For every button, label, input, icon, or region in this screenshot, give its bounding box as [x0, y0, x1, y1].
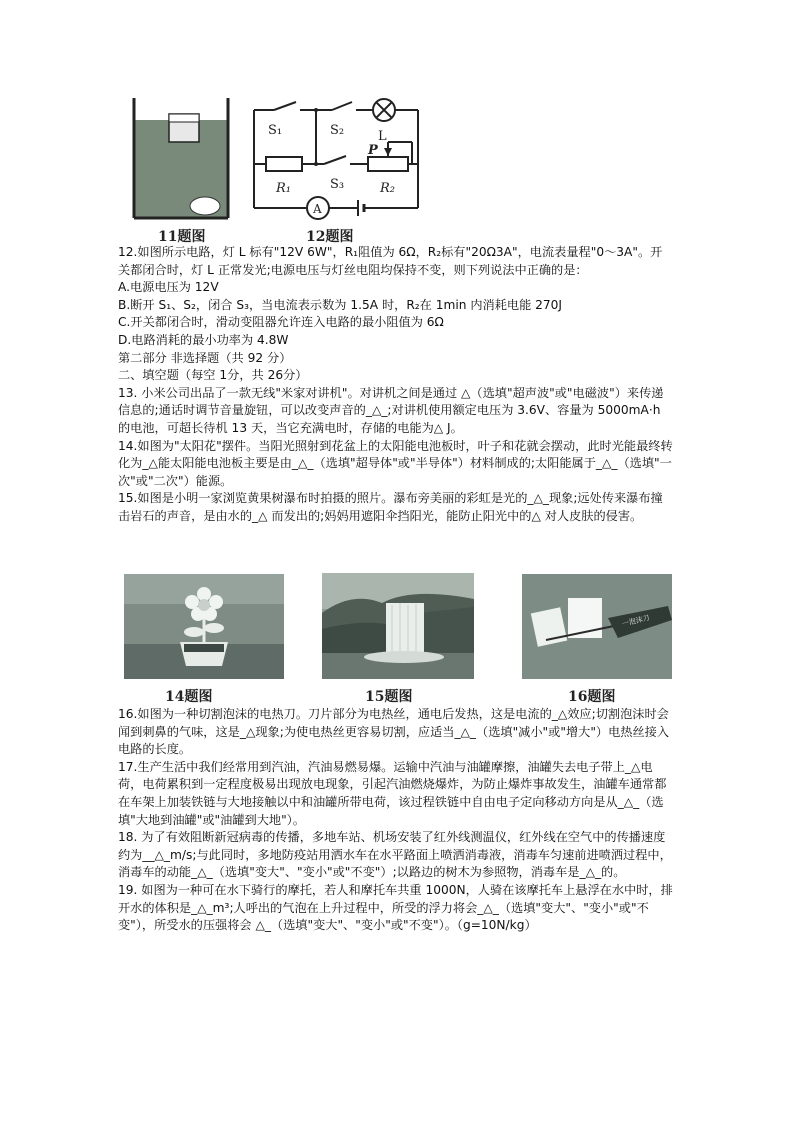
label-s3: S₃ — [330, 177, 345, 192]
label-lamp: L — [378, 129, 387, 144]
q19-text: 19. 如图为一种可在水下骑行的摩托，若人和摩托车共重 1000N，人骑在该摩托车上悬浮在水中时，排开水的体积是_△_m³;人呼出的气泡在上升过程中，所受的浮力将会_△_（选填"变大"、"变小"或"不变"），所受水的压强将会 △_（选填"变大"、"变小"或"不变"）。（g=10N/kg） — [118, 882, 673, 933]
q12-option-c: C.开关都闭合时，滑动变阻器允许连入电路的最小阻值为 6Ω — [118, 315, 444, 330]
label-slider-p: P — [368, 143, 378, 158]
knife-label: 一泡沫刀 — [621, 613, 651, 629]
figure-16-caption: 16题图 — [568, 689, 616, 705]
label-ammeter: A — [313, 202, 322, 216]
figure-14-photo — [124, 574, 284, 679]
q14-text: 14.如图为"太阳花"摆件。当阳光照射到花盆上的太阳能电池板时，叶子和花就会摆动，此时光能最终转化为_△能太阳能电池板主要是由_△_（选填"超导体"或"半导体"）材料制成的;太阳能属于_△_（选填"一次"或"二次"）能源。 — [118, 438, 673, 488]
q18-text: 18. 为了有效阻断新冠病毒的传播，多地车站、机场安装了红外线测温仪，红外线在空气中的传播速度约为__△_m/s;与此同时，多地防疫站用洒水车在水平路面上喷洒消毒液，消毒车匀速前进喷洒过程中，消毒车的动能_△_（选填"变大"、"变小"或"不变"）;以路边的树木为参照物，消毒车是_△_的。 — [118, 830, 672, 880]
label-r1: R₁ — [276, 181, 291, 196]
figure-12-caption: 12题图 — [306, 229, 354, 245]
q12-option-b: B.断开 S₁、S₂，闭合 S₃，当电流表示数为 1.5A 时，R₂在 1min 内消耗电能 270J — [118, 297, 563, 312]
section2-title: 二、填空题（每空 1分，共 26分） — [118, 368, 308, 383]
q13-text: 13. 小米公司出品了一款无线"米家对讲机"。对讲机之间是通过 △（选填"超声波"或"电磁波"）来传递信息的;通话时调节音量旋钮，可以改变声音的_△_;对讲机使用额定电压为 3.6V、容量为 5000mA·h 的电池，可超长待机 13 天，当它充满电时，存储的电能为△ J。 — [118, 385, 664, 435]
q16-text: 16.如图为一种切割泡沫的电热刀。刀片部分为电热丝，通电后发热，这是电流的_△效应;切割泡沫时会闻到刺鼻的气味，这是_△现象;为使电热丝更容易切割，应适当_△_（选填"减小"或"增大"）电热丝接入电路的长度。 — [118, 707, 670, 757]
q15-text: 15.如图是小明一家浏览黄果树瀑布时拍摄的照片。瀑布旁美丽的彩虹是光的_△_现象;远处传来瀑布撞击岩石的声音，是由水的_△ 而发出的;妈妈用遮阳伞挡阳光，能防止阳光中的△ 对人皮肤的侵害。 — [118, 491, 663, 523]
figure-14-caption: 14题图 — [165, 689, 213, 705]
figure-16-photo — [522, 574, 672, 679]
figure-12-circuit — [246, 96, 426, 222]
figure-15-caption: 15题图 — [365, 689, 413, 705]
q17-text: 17.生产生活中我们经常用到汽油，汽油易燃易爆。运输中汽油与油罐摩擦，油罐失去电子带上_△电荷，电荷累积到一定程度极易出现放电现象，引起汽油燃烧爆炸，为防止爆炸事故发生，油罐车通常都在车架上加装铁链与大地接触以中和油罐所带电荷，该过程铁链中自由电子定向移动方向是从_△_（选填"大地到油罐"或"油罐到大地"）。 — [118, 759, 667, 827]
figure-11-container — [128, 98, 238, 226]
text-block-lower — [118, 706, 674, 935]
figure-15-photo — [322, 573, 474, 679]
q12-option-d: D.电路消耗的最小功率为 4.8W — [118, 332, 289, 347]
label-s1: S₁ — [268, 123, 283, 138]
figure-11-caption: 11题图 — [158, 229, 206, 245]
part2-title: 第二部分 非选择题（共 92 分） — [118, 350, 292, 365]
label-r2: R₂ — [380, 181, 395, 196]
q12-option-a: A.电源电压为 12V — [118, 280, 219, 295]
text-block-upper — [118, 244, 674, 526]
q12-stem: 12.如图所示电路，灯 L 标有"12V 6W"，R₁阻值为 6Ω，R₂标有"20Ω3A"，电流表量程"0～3A"。开关都闭合时，灯 L 正常发光;电源电压与灯丝电阻均保持不变，则下列说法中正确的是： — [118, 245, 663, 277]
label-s2: S₂ — [330, 123, 345, 138]
